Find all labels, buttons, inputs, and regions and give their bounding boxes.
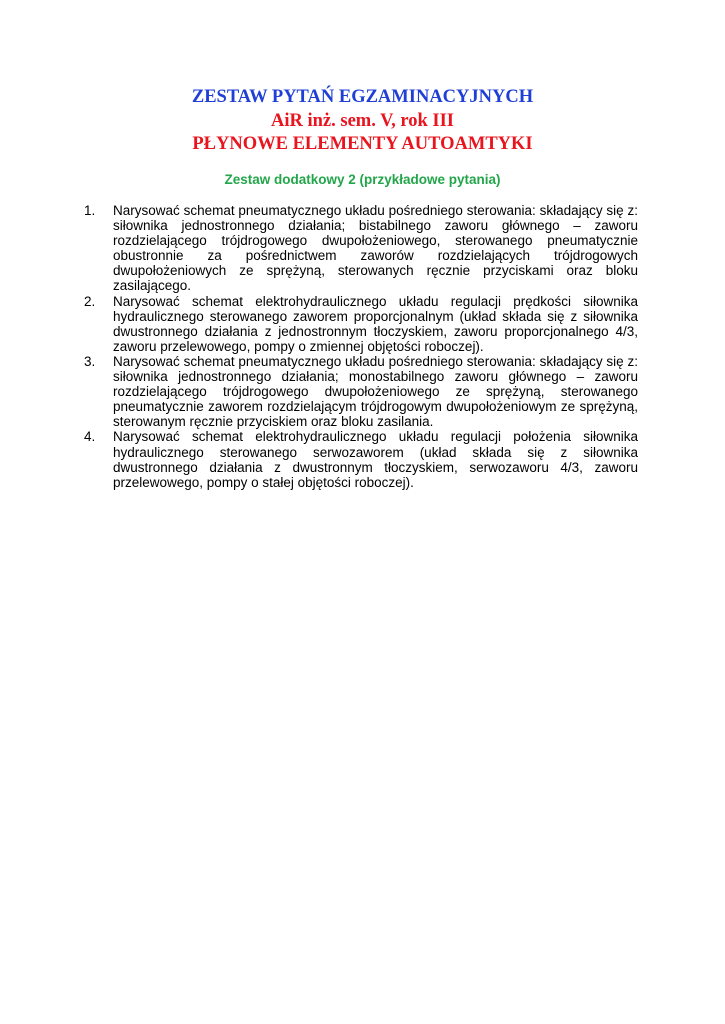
document-subtitle: Zestaw dodatkowy 2 (przykładowe pytania) bbox=[224, 172, 501, 187]
question-item bbox=[84, 294, 638, 354]
question-text: Narysować schemat elektrohydraulicznego układu regulacji położenia siłownika hydraulicznego sterowanego serwozaworem (układ składa się z siłownika dwustronnego działania z dwustronnym tłoczyskiem, serwozaworu 4/3, zaworu przelewowego, pompy o stałej objętości roboczej). bbox=[113, 429, 638, 490]
question-number: 3. bbox=[84, 353, 96, 369]
question-list bbox=[84, 203, 638, 490]
question-item bbox=[84, 354, 638, 429]
question-number: 4. bbox=[84, 429, 96, 445]
question-number: 1. bbox=[84, 203, 96, 218]
question-item bbox=[84, 203, 638, 294]
title-line-exam-set: ZESTAW PYTAŃ EGZAMINACYJNYCH bbox=[191, 87, 534, 107]
title-line-course-info: AiR inż. sem. V, rok III bbox=[271, 110, 454, 131]
question-text: Narysować schemat pneumatycznego układu pośredniego sterowania: składający się z: siłownika jednostronnego działania; bistabilnego zaworu głównego – zaworu rozdzielającego trójdrogowego dwupołożeniowego, sterowanego pneumatycznie obustronnie za pośrednictwem zaworów rozdzielających trójdrogowych dwupołożeniowych ze sprężyną, sterowanych ręcznie przyciskami oraz bloku zasilającego. bbox=[113, 203, 638, 294]
question-text: Narysować schemat pneumatycznego układu pośredniego sterowania: składający się z: siłownika jednostronnego działania; monostabilnego zaworu głównego – zaworu rozdzielającego trójdrogowego dwupołożeniowego ze sprężyną, sterowanego pneumatycznie zaworem rozdzielającym trójdrogowym dwupołożeniowym ze sprężyną, sterowanym ręcznie przyciskiem oraz bloku zasilania. bbox=[113, 353, 638, 430]
title-line-subject: PŁYNOWE ELEMENTY AUTOAMTYKI bbox=[192, 134, 533, 154]
question-item bbox=[84, 429, 638, 489]
question-text: Narysować schemat elektrohydraulicznego układu regulacji prędkości siłownika hydraulicznego sterowanego zaworem proporcjonalnym (układ składa się z siłownika dwustronnego działania z jednostronnym tłoczyskiem, zaworu proporcjonalnego 4/3, zaworu przelewowego, pompy o zmiennej objętości roboczej). bbox=[113, 293, 638, 354]
question-number: 2. bbox=[84, 293, 96, 309]
document-title bbox=[0, 86, 725, 157]
